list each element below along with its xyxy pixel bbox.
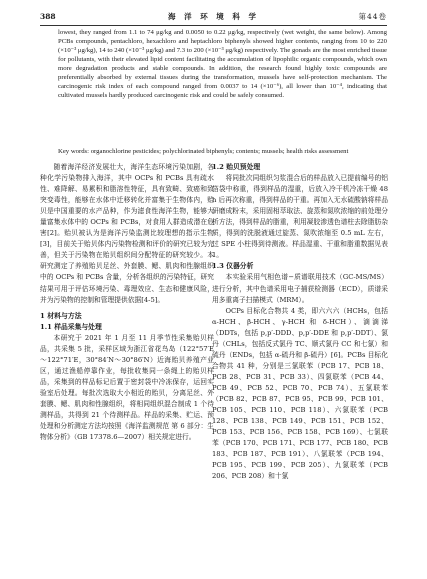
keywords [58,147,387,156]
english-abstract [58,28,387,100]
subsection-title-sampling: 1.1 样品采集与处理 [40,322,102,331]
pretreatment-paragraph: 将同批次同组织匀浆混合后的样品放入已提前编号的铝箔袋中称重，得到样品的湿重，后放入冷干机冷冻干燥 48 h 后再次称重，得到样品的干重。再加入无水硫酸钠将样品研磨成粉末，采用固相萃取法、旋蒸和氮吹浓缩的前处理分析方法，得到样品的脂重，利用凝胶渗透色谱柱去除脂肪杂质，得到的洗脱液通过旋蒸、氮吹浓缩至 0.5 mL 左右，过 SPE 小柱得到待测液。样品湿重、干重和脂重数据见表 1。 [212,174,388,260]
page-number: 388 [40,12,56,21]
instrument-paragraph: 本实验采用气相色谱−质谱联用技术（GC-MS/MS）进行分析，其中色谱采用电子捕获检测器（ECD），质谱采用多重离子扫描模式（MRM）。 [212,273,388,304]
section-title-materials-methods: 1 材料与方法 [40,311,82,320]
left-column [40,162,214,443]
intro-paragraph: 随着海洋经济发展壮大，海洋生态环境污染加剧，各种化学污染物排入海洋，其中 OCPs 和 PCBs 具有疏水性、难降解、易累积和脂溶性特征，具有致畸、致癌和致突变毒性，能够在水体中迁移转化并富集于生物体内，贻贝是中国重要的水产品种，作为滤食性海洋生物，能够大量富集水体中的 OCPs 和 PCBs，对食用人群造成潜在危害[2]。贻贝被认为是海洋污染监测比较理想的指示生物[3]，目前关于贻贝体内污染物检测和评价的研究已较为完善，但关于污染物在贻贝组织间分配特征的研究较少。本研究测定了养殖贻贝足丝、外套膜、鳃、肌肉和性腺组织中的 OCPs 和 PCBs 含量，分析各组织的污染特征，研究结果可用于评估环境污染、毒理效应、生态和健康风险，并为污染物的控制和管理提供依据[4-5]。 [40,163,214,304]
running-header [40,10,387,24]
right-column [212,162,388,482]
keywords-label: Key words: [58,148,90,155]
keywords-text: organochlorine pesticides; polychlorinated biphenyls; contents; mussels; health risks assessment [90,148,349,155]
journal-title: 海 洋 环 境 科 学 [167,12,260,21]
subsection-title-instrument: 1.3 仪器分析 [212,262,254,271]
sampling-paragraph: 本研究于 2021 年 1 月至 11 月季节性采集贻贝样品，共采集 5 批，采样区域为浙江省花鸟岛（122°57′E～122°71′E，30°84′N～30°86′N）近海贻贝养殖产业区，通过渔船停靠作业，每批收集同一条绳上的贻贝样品，采集到的样品标记后置于密封袋中冷冻保存，运回实验室后处理。每批次选取大小相近的贻贝，分离足丝、外套膜、鳃、肌肉和性腺组织，将相同组织混合制成 1 个待测样品，共得到 21 个待测样品。样品的采集、贮运、预处理和分析测定方法均按照《海洋监测规范 第 6 部分：生物体分析》（GB 17378.6—2007）相关规定进行。 [40,333,214,442]
target-compounds-paragraph: OCPs 目标化合物共 4 类，即六六六（HCHs，包括 α-HCH、β-HCH、γ-HCH 和 δ-HCH）、滴滴涕（DDTs，包括 p,p′-DDD、p,p′-DDE 和 p,p′-DDT）、氯丹（CHLs，包括反式氯丹 TC、顺式氯丹 CC 和七氯）和硫丹（ENDs，包括 α-硫丹和 β-硫丹）[6]。PCBs 目标化合物共 41 种，分别是三氯联苯（PCB 17、PCB 18、PCB 28、PCB 31、PCB 33）、四氯联苯（PCB 44、PCB 49、PCB 52、PCB 70、PCB 74）、五氯联苯（PCB 82、PCB 87、PCB 95、PCB 99、PCB 101、PCB 105、PCB 110、PCB 118）、六氯联苯（PCB 128、PCB 138、PCB 149、PCB 151、PCB 152、PCB 153、PCB 156、PCB 158、PCB 169）、七氯联苯（PCB 170、PCB 171、PCB 177、PCB 180、PCB 183、PCB 187、PCB 191）、八氯联苯（PCB 194、PCB 195、PCB 199、PCB 205）、九氯联苯（PCB 206、PCB 208）和十氯 [212,306,388,481]
abstract-text: lowest, they ranged from 1.1 to 74 μg/kg and 0.0050 to 0.22 μg/kg, respectively (wet weight, the same below). Among PCBs compounds, pentachloro, hexachloro and heptachloro biphenyls showed higher contents, ranging from 10 to 220 (×10⁻³ μg/kg), 14 to 240 (×10⁻³ μg/kg) and 7.3 to 200 (×10⁻³ μg/kg) respectively. The gonads are the most enriched tissue for pollutants, with their elevated lipid content facilitating the accumulation of lipophilic organic compounds, which own more degradation products and stable compounds. In addition, the research found highly toxic compounds are preferentially absorbed by external tissues during the transformation, mussels have self-protection mechanism. The carcinogenic risk index of each compound ranged from 0.0037 to 14 (×10⁻⁶), all lower than 10⁻⁴, indicating that cultivated mussels hardly produced carcinogenic risk and could be safely consumed. [58,29,387,100]
header-rule [40,25,387,26]
volume-label: 第44卷 [358,12,387,21]
subsection-title-pretreatment: 1.2 贻贝预处理 [212,163,261,171]
